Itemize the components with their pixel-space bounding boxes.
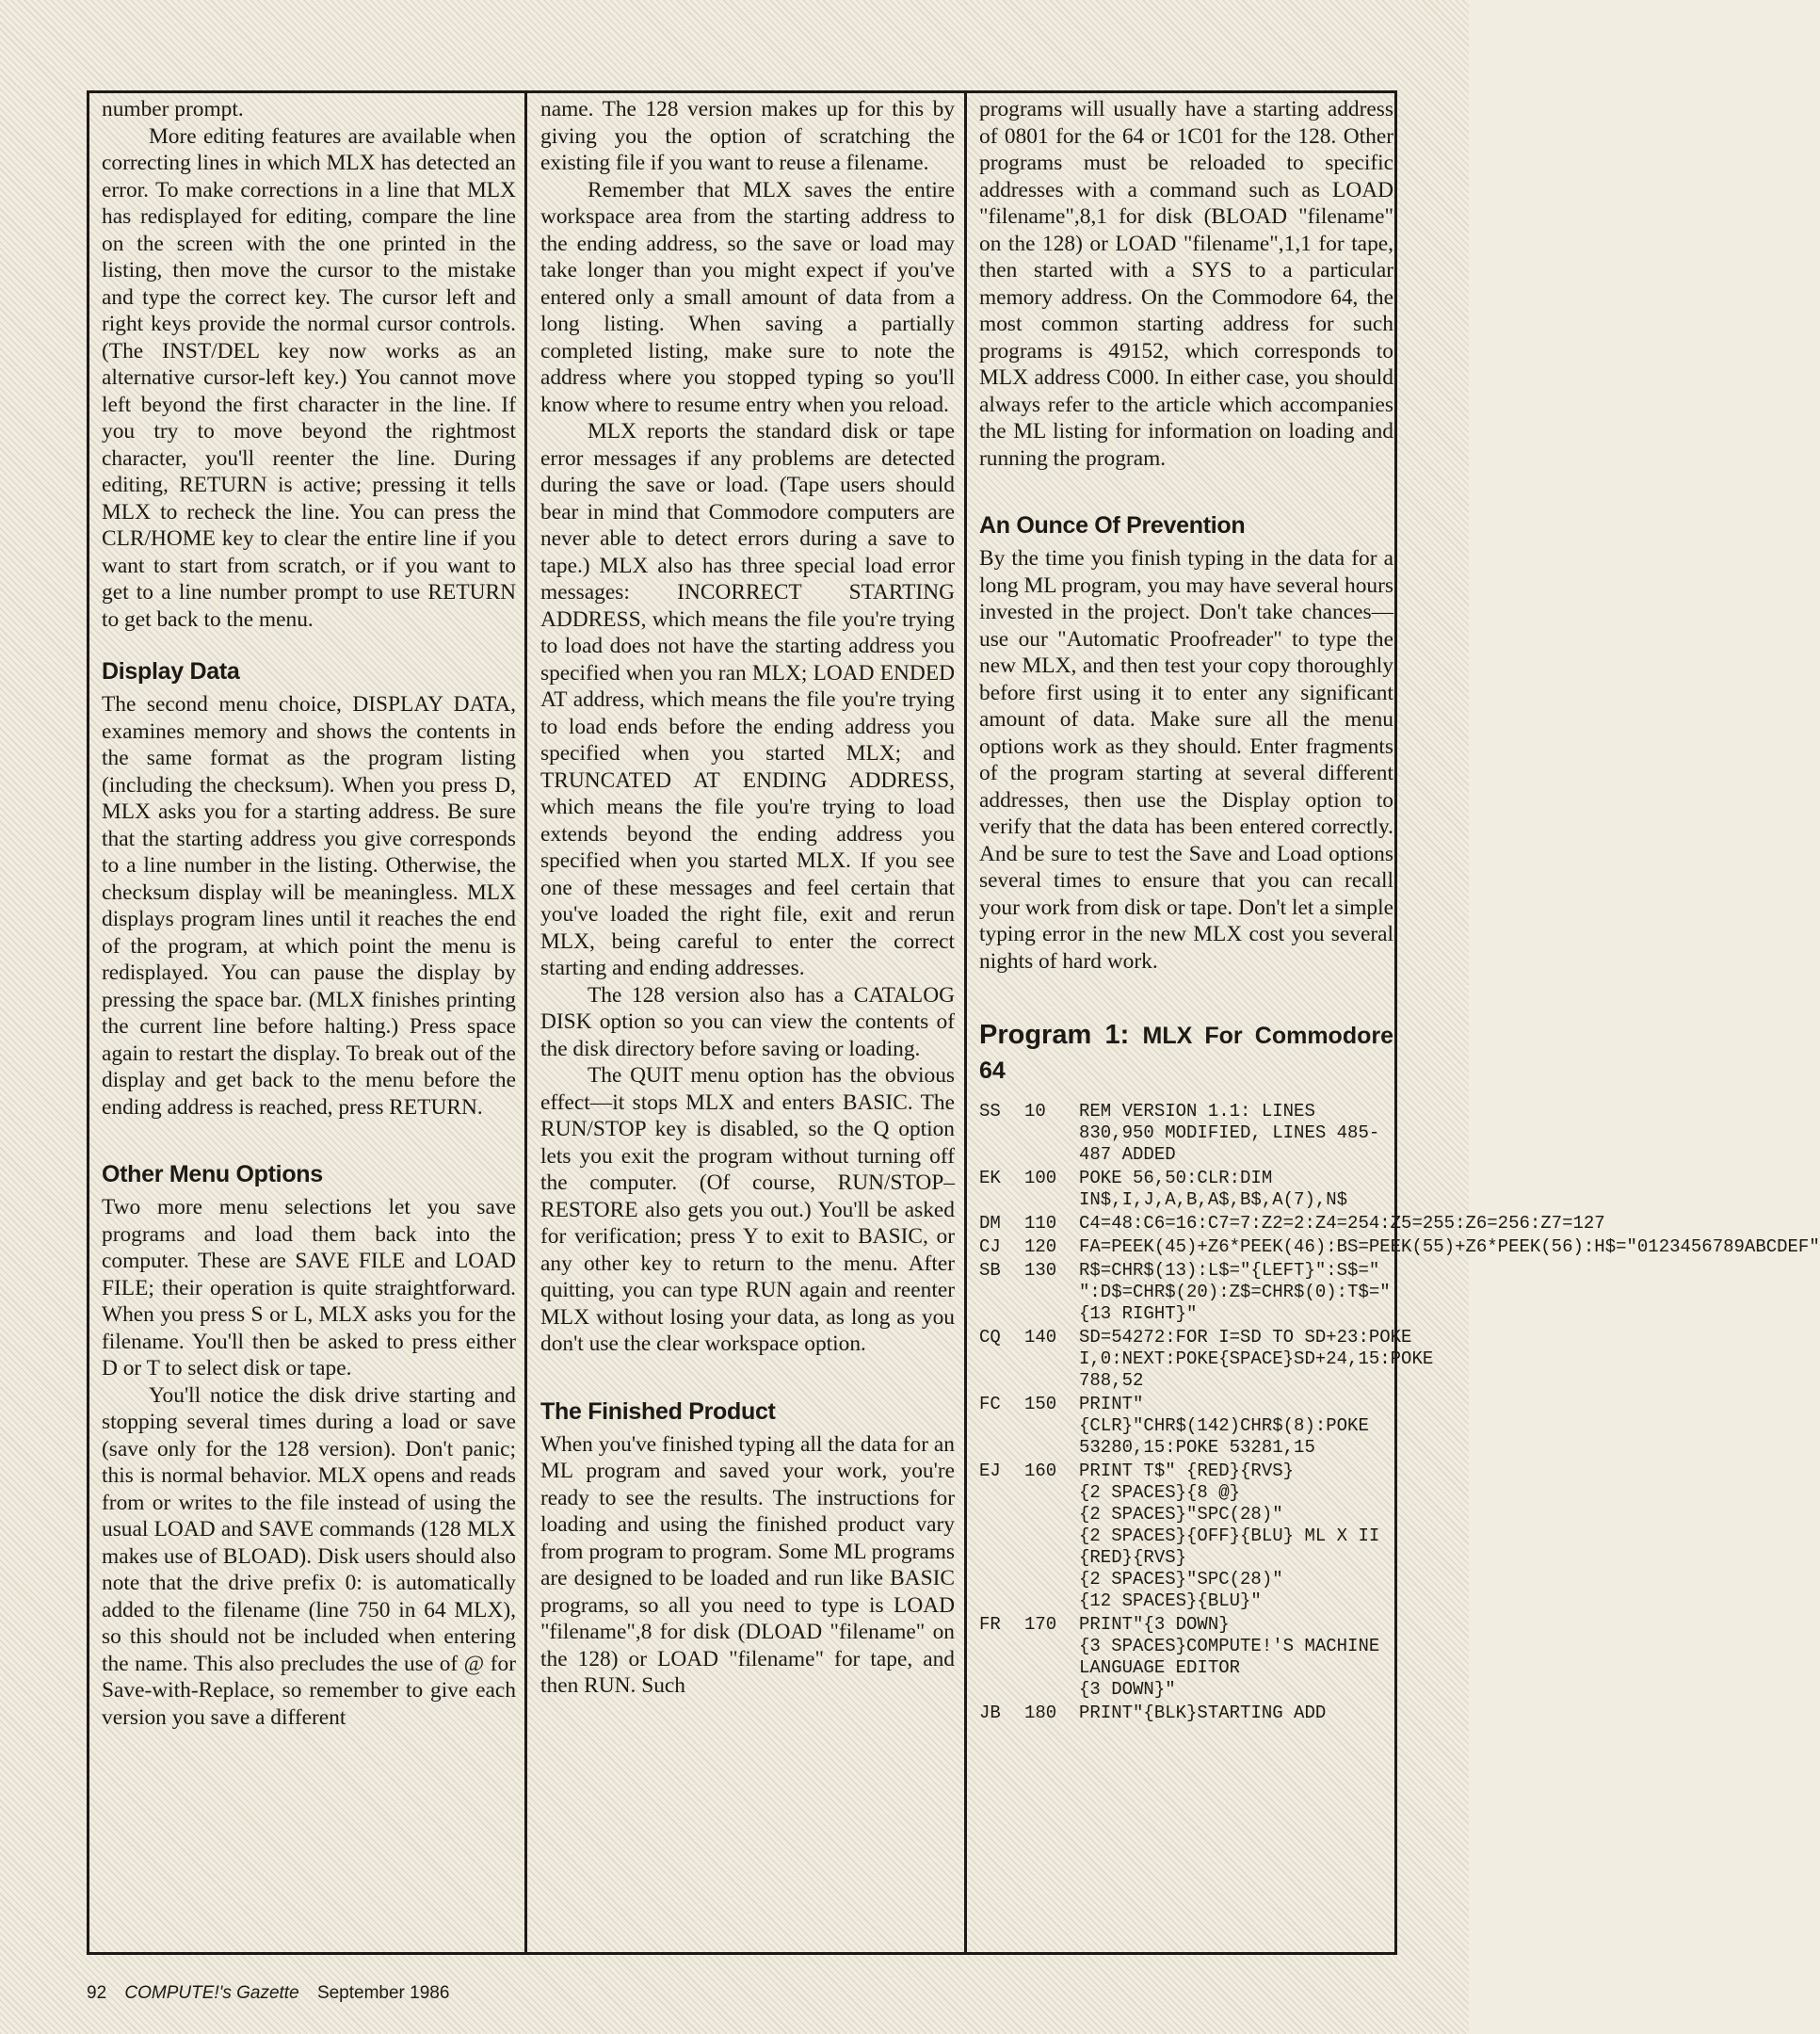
column-3 <box>979 96 1820 1949</box>
listing-code: PRINT"{3 DOWN} {3 SPACES}COMPUTE!'S MACHINE LANGUAGE EDITOR {3 DOWN}" <box>1079 1614 1380 1700</box>
listing-line-number: 10 <box>1024 1101 1046 1122</box>
listing-checksum: CJ <box>979 1236 1001 1257</box>
listing-line-number: 160 <box>1024 1461 1057 1481</box>
program-title-name: MLX For Commodore 64 <box>979 1023 1393 1084</box>
paragraph: name. The 128 version makes up for this by giving you the option of scratching the existing file if you want to reuse a filename. <box>540 97 955 175</box>
listing-line <box>979 1614 1393 1701</box>
listing-line-number: 170 <box>1024 1614 1057 1635</box>
paragraph: You'll notice the disk drive starting and stopping several times during a load or save (save only for the 128 version). Don't panic; this is normal behavior. MLX opens and reads from or writes to the file instead of using the usual LOAD and SAVE commands (128 MLX makes use of BLOAD). Disk users should also note that the drive prefix 0: is automatically added to the filename (line 750 in 64 MLX), so this should not be included when entering the name. This also precludes the use of @ for Save-with-Replace, so remember to give each version you save a different <box>102 1382 516 1730</box>
paragraph: The second menu choice, DISPLAY DATA, examines memory and shows the contents in the same format as the program listing (including the checksum). When you press D, MLX asks you for a starting address. Be sure that the starting address you give corresponds to a line number in the listing. Otherwise, the checksum display will be meaningless. MLX displays program lines until it reaches the end of the program, at which point the menu is redisplayed. You can pause the display by pressing the space bar. (MLX finishes printing the current line before halting.) Press space again to restart the display. To break out of the display and get back to the menu before the ending address is reached, press RETURN. <box>102 692 516 1120</box>
page-number: 92 <box>87 1983 107 2003</box>
listing-line <box>979 1236 1820 1258</box>
listing-line-number: 150 <box>1024 1394 1057 1414</box>
page-footer <box>87 1983 449 2004</box>
paragraph: MLX reports the standard disk or tape error messages if any problems are detected during the save or load. (Tape users should bear in mind that Commodore computers are never able to detect errors during a save to tape.) MLX also has three special load error messages: INCORRECT STARTING ADDRESS, which means the file you're trying to load does not have the starting address you specified when you ran MLX; LOAD ENDED AT address, which means the file you're trying to load ends before the ending address you specified when you started MLX; and TRUNCATED AT ENDING ADDRESS, which means the file you're trying to load extends beyond the ending address you specified when you started MLX. If you see one of these messages and feel certain that you've loaded the right file, exit and rerun MLX, being careful to enter the correct starting and ending addresses. <box>540 419 955 980</box>
listing-code: PRINT"{BLK}STARTING ADD <box>1079 1703 1327 1723</box>
listing-code: PRINT"{CLR}"CHR$(142)CHR$(8):POKE 53280,15:POKE 53281,15 <box>1079 1394 1380 1458</box>
paragraph: More editing features are available when correcting lines in which MLX has detected an error. To make corrections in a line that MLX has redisplayed for editing, compare the line on the screen with the one printed in the listing, then move the cursor to the mistake and type the correct key. The cursor left and right keys provide the normal cursor controls. (The INST/DEL key now works as an alternative cursor-left key.) You cannot move left beyond the first character in the line. If you try to move beyond the rightmost character, you'll reenter the line. During editing, RETURN is active; pressing it tells MLX to recheck the line. You can press the CLR/HOME key to clear the entire line if you want to start from scratch, or if you want to get to a line number prompt to use RETURN to get back to the menu. <box>102 123 516 632</box>
paragraph: Remember that MLX saves the entire workspace area from the starting address to the ending address, so the save or load may take longer than you might expect if you've entered only a small amount of data from a long listing. When saving a partially completed listing, make sure to note the address where you stopped typing so you'll know where to resume entry when you reload. <box>540 177 955 417</box>
listing-checksum: FC <box>979 1394 1001 1414</box>
listing-line <box>979 1260 1393 1325</box>
listing-checksum: CQ <box>979 1327 1001 1348</box>
listing-checksum: EK <box>979 1168 1001 1188</box>
listing-line-number: 110 <box>1024 1213 1057 1234</box>
listing-code: C4=48:C6=16:C7=7:Z2=2:Z4=254:Z5=255:Z6=256:Z7=127 <box>1079 1213 1605 1234</box>
paragraph: The 128 version also has a CATALOG DISK option so you can view the contents of the disk directory before saving or loading. <box>540 982 955 1061</box>
magazine-name: COMPUTE!'s Gazette <box>124 1983 299 2003</box>
listing-code: R$=CHR$(13):L$="{LEFT}":S$=" ":D$=CHR$(20):Z$=CHR$(0):T$="{13 RIGHT}" <box>1079 1260 1391 1324</box>
listing-checksum: SS <box>979 1101 1001 1122</box>
listing-line-number: 120 <box>1024 1236 1057 1257</box>
section-heading-other-menu-options: Other Menu Options <box>102 1161 323 1187</box>
listing-line <box>979 1168 1393 1211</box>
listing-code: REM VERSION 1.1: LINES 830,950 MODIFIED, LINES 485-487 ADDED <box>1079 1101 1380 1165</box>
paragraph: Two more menu selections let you save programs and load them back into the computer. These are SAVE FILE and LOAD FILE; their operation is quite straightforward. When you press S or L, MLX asks you for the filename. You'll then be asked to press either D or T to select disk or tape. <box>102 1195 516 1380</box>
column-divider-2 <box>964 90 967 1955</box>
listing-line <box>979 1213 1605 1235</box>
listing-code: POKE 56,50:CLR:DIM IN$,I,J,A,B,A$,B$,A(7),N$ <box>1079 1168 1348 1210</box>
listing-code: PRINT T$" {RED}{RVS} {2 SPACES}{8 @} {2 SPACES}"SPC(28)" {2 SPACES}{OFF}{BLU} ML X II {RED}{RVS} {2 SPACES}"SPC(28)" {12 SPACES}{BLU}" <box>1079 1461 1380 1611</box>
program-listing <box>979 1101 1820 1724</box>
listing-line <box>979 1394 1393 1459</box>
column-1 <box>102 96 516 1949</box>
paragraph: When you've finished typing all the data for an ML program and saved your work, you're ready to see the results. The instructions for loading and using the finished product vary from program to program. Some ML programs are designed to be loaded and run like BASIC programs, so all you need to type is LOAD "filename",8 for disk (DLOAD "filename" on the 128) or LOAD "filename" for tape, and then RUN. Such <box>540 1431 955 1698</box>
listing-checksum: EJ <box>979 1461 1001 1481</box>
listing-line-number: 180 <box>1024 1703 1057 1723</box>
program-title-label: Program 1: <box>979 1020 1143 1050</box>
column-2 <box>540 96 955 1949</box>
paragraph: By the time you finish typing in the data for a long ML program, you may have several hours invested in the project. Don't take chances—use our "Automatic Proofreader" to type the new MLX, and then test your copy thoroughly before first using it to enter any significant amount of data. Make sure all the menu options work as they should. Enter fragments of the program starting at several different addresses, then use the Display option to verify that the data has been entered correctly. And be sure to test the Save and Load options several times to ensure that you can recall your work from disk or tape. Don't let a simple typing error in the new MLX cost you several nights of hard work. <box>979 546 1393 974</box>
listing-code: FA=PEEK(45)+Z6*PEEK(46):BS=PEEK(55)+Z6*PEEK(56):H$="0123456789ABCDEF" <box>1079 1236 1820 1257</box>
listing-line <box>979 1703 1393 1724</box>
column-divider-1 <box>524 90 527 1955</box>
listing-line-number: 130 <box>1024 1260 1057 1281</box>
listing-checksum: FR <box>979 1614 1001 1635</box>
listing-line <box>979 1101 1393 1166</box>
paragraph: programs will usually have a starting address of 0801 for the 64 or 1C01 for the 128. Other programs must be reloaded to specific addresses with a command such as LOAD "filename",8,1 for disk (BLOAD "filename" on the 128) or LOAD "filename",1,1 for tape, then started with a SYS to a particular memory address. On the Commodore 64, the most common starting address for such programs is 49152, which corresponds to MLX address C000. In either case, you should always refer to the article which accompanies the ML listing for information on loading and running the program. <box>979 97 1393 471</box>
program-title <box>979 1018 1393 1088</box>
listing-checksum: DM <box>979 1213 1001 1234</box>
paragraph: The QUIT menu option has the obvious effect—it stops MLX and enters BASIC. The RUN/STOP key is disabled, so the Q option lets you exit the program without turning off the computer. (Of course, RUN/STOP–RESTORE also gets you out.) You'll be asked for verification; press Y to exit to BASIC, or any other key to return to the menu. After quitting, you can type RUN again and reenter MLX without losing your data, as long as you don't use the clear workspace option. <box>540 1063 955 1356</box>
listing-checksum: JB <box>979 1703 1001 1723</box>
listing-line <box>979 1461 1393 1612</box>
section-heading-ounce-of-prevention: An Ounce Of Prevention <box>979 512 1246 539</box>
listing-line-number: 140 <box>1024 1327 1057 1348</box>
section-heading-display-data: Display Data <box>102 658 240 685</box>
listing-line <box>979 1327 1444 1392</box>
paragraph: number prompt. <box>102 97 244 121</box>
listing-line-number: 100 <box>1024 1168 1057 1188</box>
listing-code: SD=54272:FOR I=SD TO SD+23:POKE I,0:NEXT:POKE{SPACE}SD+24,15:POKE 788,52 <box>1079 1327 1444 1391</box>
section-heading-finished-product: The Finished Product <box>540 1397 776 1425</box>
listing-checksum: SB <box>979 1260 1001 1281</box>
issue-date: September 1986 <box>316 1983 450 2003</box>
